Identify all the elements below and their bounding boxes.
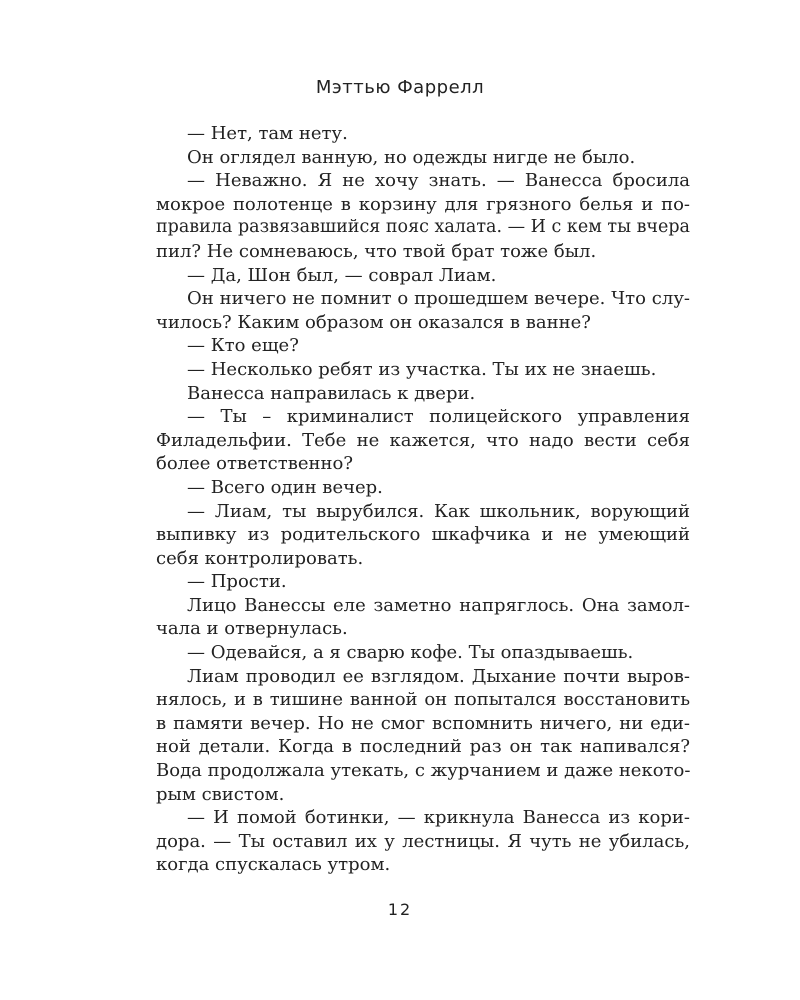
text-line: в памяти вечер. Но не смог вспомнить ничего, ни еди-	[156, 712, 690, 734]
text-line: Лиам проводил ее взглядом. Дыхание почти выров-	[187, 665, 690, 687]
text-line: Он ничего не помнит о прошедшем вечере. Что слу-	[187, 288, 690, 310]
text-line: — Да, Шон был, — соврал Лиам.	[187, 264, 497, 286]
text-line: — Лиам, ты вырубился. Как школьник, ворующий	[187, 500, 690, 522]
text-line: чилось? Каким образом он оказался в ванне?	[156, 311, 591, 333]
text-line: рым свистом.	[156, 783, 285, 805]
text-line: — Одевайся, а я сварю кофе. Ты опаздываешь.	[187, 642, 634, 664]
text-line: Он оглядел ванную, но одежды нигде не было.	[187, 146, 636, 168]
text-line: себя контролировать.	[156, 547, 364, 569]
text-line: — Прости.	[187, 571, 287, 593]
body-text	[156, 122, 690, 877]
text-line: чала и отвернулась.	[156, 618, 348, 640]
running-head-author: Мэттью Фаррелл	[315, 77, 485, 98]
text-line: дора. — Ты оставил их у лестницы. Я чуть не убилась,	[156, 830, 690, 852]
text-line: более ответственно?	[156, 453, 353, 475]
text-line: ной детали. Когда в последний раз он так напивался?	[156, 736, 690, 758]
text-line: — Неважно. Я не хочу знать. — Ванесса бросила	[187, 170, 690, 192]
text-line: Лицо Ванессы еле заметно напряглось. Она замол-	[187, 594, 690, 616]
text-line: Ванесса направилась к двери.	[187, 382, 476, 404]
text-line: нялось, и в тишине ванной он попытался восстановить	[156, 689, 690, 711]
text-line: — И помой ботинки, — крикнула Ванесса из кори-	[187, 807, 690, 829]
text-line: выпивку из родительского шкафчика и не умеющий	[156, 524, 690, 546]
text-line: — Нет, там нету.	[187, 123, 348, 144]
text-line: Филадельфии. Тебе не кажется, что надо вести себя	[156, 429, 690, 451]
text-line: — Ты – криминалист полицейского управления	[187, 406, 690, 428]
text-line: когда спускалась утром.	[156, 854, 391, 876]
page-number: 12	[387, 900, 413, 919]
text-line: пил? Не сомневаюсь, что твой брат тоже был.	[156, 240, 597, 262]
text-line: — Кто еще?	[187, 335, 299, 357]
text-line: — Всего один вечер.	[187, 476, 383, 498]
text-line: Вода продолжала утекать, с журчанием и даже некото-	[156, 760, 691, 782]
text-line: — Несколько ребят из участка. Ты их не знаешь.	[187, 358, 657, 380]
text-line: правила развязавшийся пояс халата. — И с кем ты вчера	[156, 217, 690, 238]
text-line: мокрое полотенце в корзину для грязного белья и по-	[156, 193, 690, 215]
